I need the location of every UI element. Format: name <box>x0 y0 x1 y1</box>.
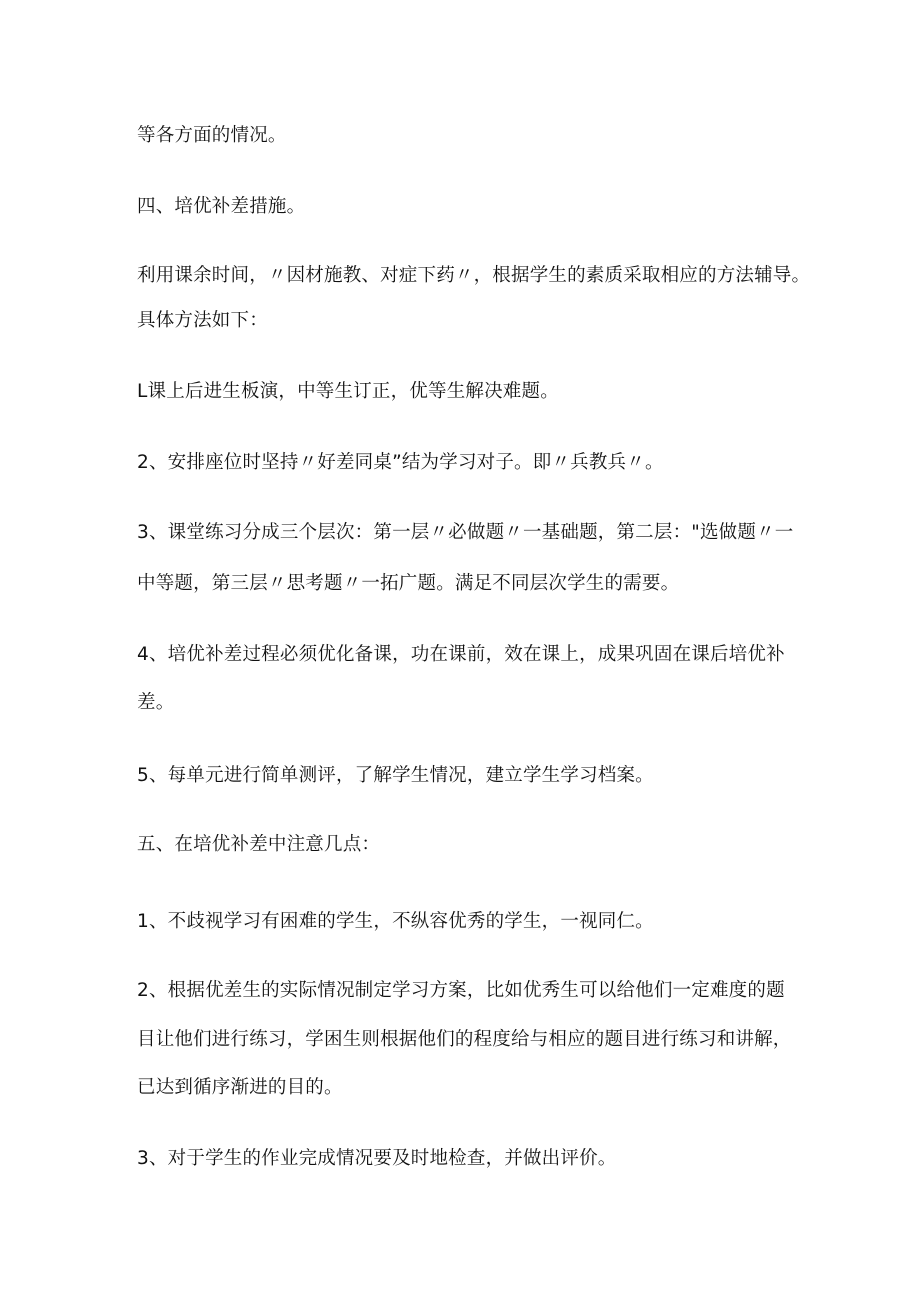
section-heading: 五、在培优补差中注意几点： <box>137 834 381 855</box>
list-item: 3、对于学生的作业完成情况要及时地检查，并做出评价。 <box>137 1148 617 1169</box>
paragraph-text: 利用课余时间，〃因材施教、对症下药〃，根据学生的素质采取相应的方法辅导。 <box>137 265 811 286</box>
list-item-continuation: 差。 <box>137 692 175 713</box>
paragraph-text: 等各方面的情况。 <box>137 125 287 146</box>
list-item: 4、培优补差过程必须优化备课，功在课前，效在课上，成果巩固在课后培优补 <box>137 644 785 665</box>
list-item: 5、每单元进行简单测评，了解学生情况，建立学生学习档案。 <box>137 765 654 786</box>
list-item: 2、安排座位时坚持〃好差同桌”结为学习对子。即〃兵教兵〃。 <box>137 452 664 473</box>
list-item: 3、课堂练习分成三个层次：第一层〃必做题〃一基础题，第二层："选做题〃一 <box>137 522 794 543</box>
list-item-continuation: 中等题，第三层〃思考题〃一拓广题。满足不同层次学生的需要。 <box>137 573 680 594</box>
section-heading: 四、培优补差措施。 <box>137 196 306 217</box>
list-item: 2、根据优差生的实际情况制定学习方案，比如优秀生可以给他们一定难度的题 <box>137 980 785 1001</box>
list-item: L课上后进生板演，中等生订正，优等生解决难题。 <box>137 381 559 402</box>
list-item-continuation: 已达到循序渐进的目的。 <box>137 1077 343 1098</box>
list-item-continuation: 目让他们进行练习，学困生则根据他们的程度给与相应的题目进行练习和讲解， <box>137 1029 792 1050</box>
paragraph-text: 具体方法如下： <box>137 310 268 331</box>
list-item: 1、不歧视学习有困难的学生，不纵容优秀的学生，一视同仁。 <box>137 911 654 932</box>
